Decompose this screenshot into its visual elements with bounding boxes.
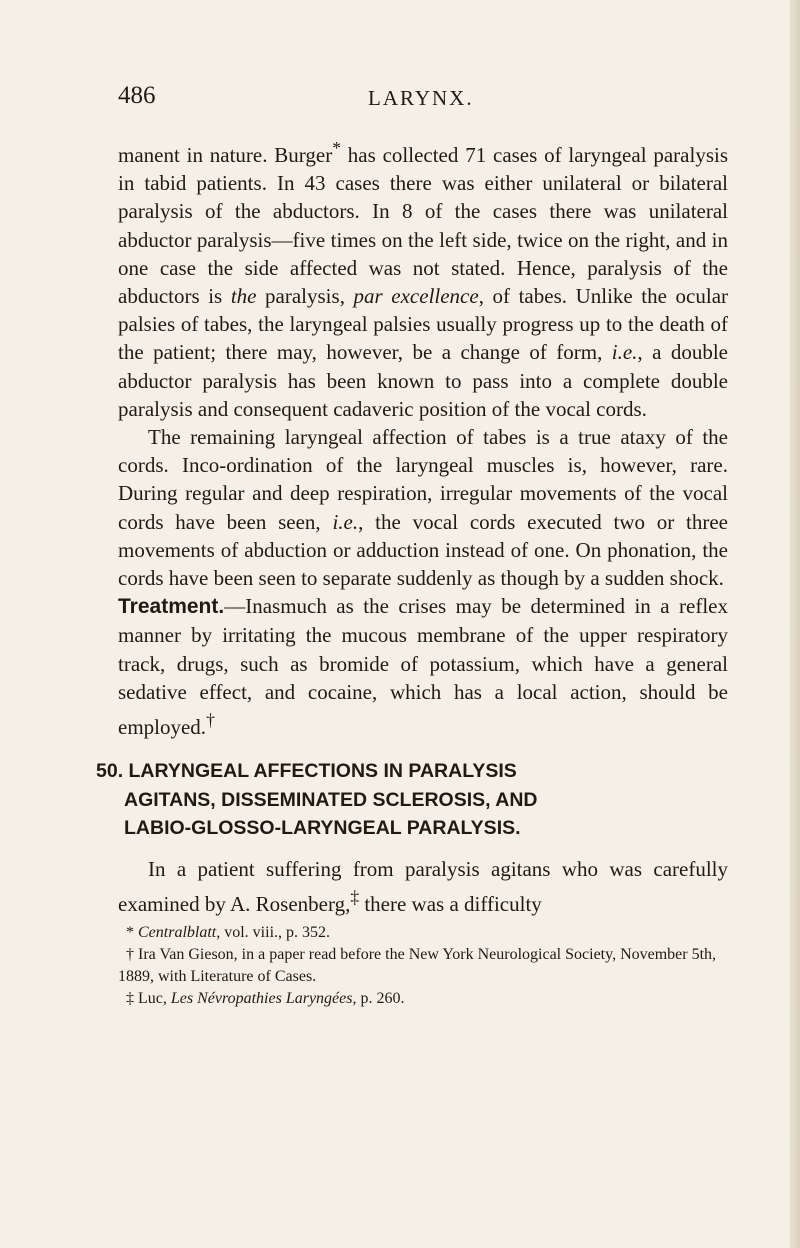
text-run: manent in nature. Burger	[118, 143, 333, 167]
text-run: , a double abductor paralysis has been known to pass into a complete double paralysis and consequent cadaveric position of the vocal cords.	[118, 340, 728, 421]
paragraph-paralysis-agitans	[118, 855, 728, 918]
footnote-text: , p. 260.	[352, 990, 405, 1008]
footnote-mark: ‡	[126, 990, 134, 1008]
footnote-text: , vol. viii., p. 352.	[216, 924, 331, 942]
text-run: —Inasmuch as the crises may be determined in a reflex manner by irritating the mucous membrane of the upper respiratory track, drugs, such as bromide of potassium, which have a general sedative effect, and cocaine, which has a local action, should be employed.	[118, 594, 728, 740]
footnote-mark: *	[126, 924, 134, 942]
italic-run: i.e.	[611, 340, 638, 365]
text-run: paralysis,	[256, 284, 354, 309]
footnote-title: Les Névropathies Laryngées	[170, 990, 353, 1008]
footnote-1	[118, 922, 728, 944]
italic-run: par excellence	[353, 284, 479, 309]
paragraph-ataxy	[118, 423, 728, 592]
heading-line-2: AGITANS, DISSEMINATED SCLEROSIS, AND	[124, 788, 538, 811]
footnote-text: Ira Van Gieson, in a paper read before the New York Neurological Society, November 5th, 1889, with Literature of Cases.	[118, 946, 717, 986]
page-header	[118, 82, 728, 118]
text-run: there was a difficulty	[359, 891, 542, 916]
footnote-ref-ddagger: ‡	[350, 886, 360, 907]
text-run: The remaining laryngeal affection of tabes is a true ataxy of the cords. Inco-ordination of the laryngeal muscles is, however, rare. During regular and deep respiration, irregular movements of the vocal cords have been seen,	[118, 425, 728, 534]
heading-line-3: LABIO-GLOSSO-LARYNGEAL PARALYSIS.	[124, 817, 521, 840]
footnote-title: Centralblatt	[138, 924, 217, 942]
section-heading	[96, 757, 728, 843]
italic-run: i.e.	[332, 509, 359, 534]
text-run: In a patient suffering from paralysis agitans who was carefully examined by A. Rosenberg,	[118, 856, 728, 916]
footnote-ref-dagger: †	[206, 710, 215, 731]
body-text	[96, 134, 729, 1010]
footnotes	[118, 922, 728, 1010]
text-run: , the vocal cords executed two or three movements of abduction or adduction instead of one. On phonation, the cords have been seen to separate suddenly as though by a sudden shock.	[118, 509, 728, 591]
paragraph-treatment	[118, 592, 728, 741]
page-edge	[790, 0, 800, 1248]
italic-run: the	[230, 284, 257, 309]
footnote-author: Luc,	[134, 990, 171, 1008]
paragraph-tabes-abductor	[118, 134, 728, 423]
heading-line-1: 50. LARYNGEAL AFFECTIONS IN PARALYSIS	[96, 760, 517, 783]
text-run: , of tabes. Unlike the ocular palsies of tabes, the laryngeal palsies usually progress up to the death of the patient; there may, however, be a change of form,	[118, 284, 729, 365]
treatment-lead: Treatment.	[118, 595, 225, 619]
text-run: has collected 71 cases of laryngeal paralysis in tabid patients. In 43 cases there was either unilateral or bilateral paralysis of the abductors. In 8 of the cases there was unilateral abductor paralysis—five times on the left side, twice on the right, and in one case the side affected was not stated. Hence, paralysis of the abductors is	[118, 143, 728, 309]
footnote-3	[118, 988, 728, 1010]
page-number: 486	[118, 82, 156, 109]
footnote-mark: †	[126, 946, 134, 964]
running-head: LARYNX.	[368, 86, 474, 110]
footnote-2	[118, 944, 728, 988]
footnote-ref-star: *	[332, 138, 341, 158]
